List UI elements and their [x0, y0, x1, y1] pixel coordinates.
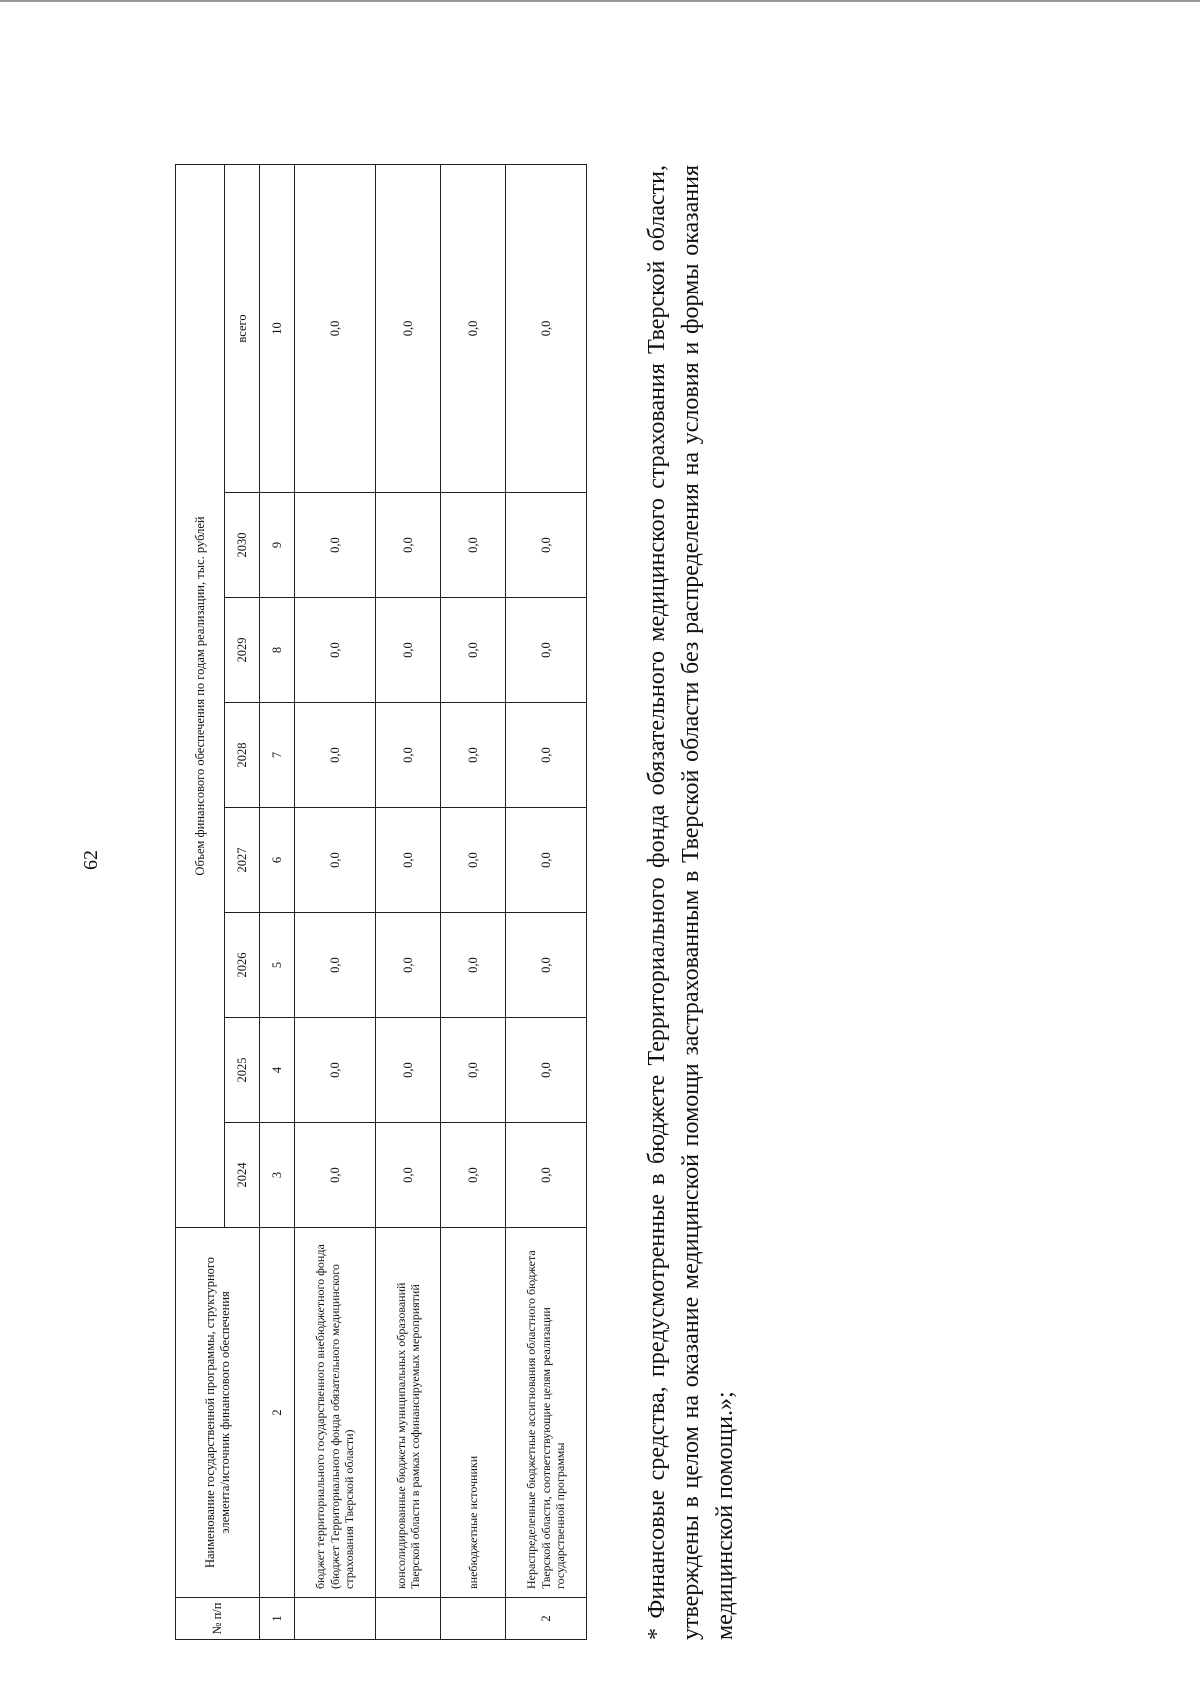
index-cell: 4: [260, 1018, 295, 1123]
header-year: 2025: [225, 1018, 260, 1123]
value-cell: 0,0: [295, 1123, 376, 1228]
header-name: Наименование государственной программы, структурного элемента/источник финансового обеспечения: [176, 1228, 260, 1598]
index-cell: 3: [260, 1123, 295, 1228]
value-cell: 0,0: [295, 1018, 376, 1123]
header-volume: Объем финансового обеспечения по годам реализации, тыс. рублей: [176, 164, 225, 1227]
row-name: бюджет территориального государственного внебюджетного фонда (бюджет Территориального фонда обязательного медицинского страхования Тверской области): [295, 1228, 376, 1598]
table-row: [506, 164, 587, 1639]
value-cell: 0,0: [295, 164, 376, 492]
row-num: [441, 1598, 506, 1640]
value-cell: 0,0: [506, 164, 587, 492]
rotated-page: [60, 90, 1120, 1640]
header-year: 2030: [225, 493, 260, 598]
value-cell: 0,0: [376, 164, 441, 492]
value-cell: 0,0: [441, 493, 506, 598]
row-num: 2: [506, 1598, 587, 1640]
page-number: 62: [80, 850, 102, 870]
index-cell: 5: [260, 913, 295, 1018]
value-cell: 0,0: [506, 808, 587, 913]
row-num: [295, 1598, 376, 1640]
header-year: 2027: [225, 808, 260, 913]
table-row: [441, 164, 506, 1639]
index-cell: 10: [260, 164, 295, 492]
value-cell: 0,0: [441, 703, 506, 808]
value-cell: 0,0: [295, 703, 376, 808]
value-cell: 0,0: [506, 1123, 587, 1228]
value-cell: 0,0: [441, 1123, 506, 1228]
table-row: [376, 164, 441, 1639]
value-cell: 0,0: [295, 493, 376, 598]
value-cell: 0,0: [506, 598, 587, 703]
value-cell: 0,0: [376, 913, 441, 1018]
header-year: 2024: [225, 1123, 260, 1228]
value-cell: 0,0: [441, 808, 506, 913]
header-year: 2026: [225, 913, 260, 1018]
value-cell: 0,0: [441, 913, 506, 1018]
table-row: [295, 164, 376, 1639]
index-cell: 6: [260, 808, 295, 913]
footnote: * Финансовые средства, предусмотренные в бюджете Территориального фонда обязательного медицинского страхования Тверской области, утверждены в целом на оказание медицинской помощи застрахованным в Тверской области без распределения на условия и формы оказания медицинской помощи.»;: [644, 165, 738, 1640]
header-year: 2029: [225, 598, 260, 703]
index-cell: 1: [260, 1598, 295, 1640]
header-total: всего: [225, 164, 260, 492]
value-cell: 0,0: [506, 493, 587, 598]
value-cell: 0,0: [295, 808, 376, 913]
value-cell: 0,0: [376, 1123, 441, 1228]
value-cell: 0,0: [506, 913, 587, 1018]
value-cell: 0,0: [441, 164, 506, 492]
financing-table: [175, 164, 587, 1640]
row-name: консолидированные бюджеты муниципальных образований Тверской области в рамках софинансируемых мероприятий: [376, 1228, 441, 1598]
header-year: 2028: [225, 703, 260, 808]
index-cell: 9: [260, 493, 295, 598]
index-cell: 7: [260, 703, 295, 808]
value-cell: 0,0: [441, 1018, 506, 1123]
value-cell: 0,0: [376, 1018, 441, 1123]
value-cell: 0,0: [295, 598, 376, 703]
index-cell: 2: [260, 1228, 295, 1598]
row-name: внебюджетные источники: [441, 1228, 506, 1598]
value-cell: 0,0: [376, 493, 441, 598]
index-cell: 8: [260, 598, 295, 703]
header-num: № п/п: [176, 1598, 260, 1640]
value-cell: 0,0: [376, 598, 441, 703]
value-cell: 0,0: [295, 913, 376, 1018]
value-cell: 0,0: [506, 1018, 587, 1123]
row-num: [376, 1598, 441, 1640]
value-cell: 0,0: [441, 598, 506, 703]
value-cell: 0,0: [376, 808, 441, 913]
row-name: Нераспределенные бюджетные ассигнования областного бюджета Тверской области, соответствующие целям реализации государственной программы: [506, 1228, 587, 1598]
value-cell: 0,0: [376, 703, 441, 808]
value-cell: 0,0: [506, 703, 587, 808]
scan-edge: [0, 0, 1200, 2]
